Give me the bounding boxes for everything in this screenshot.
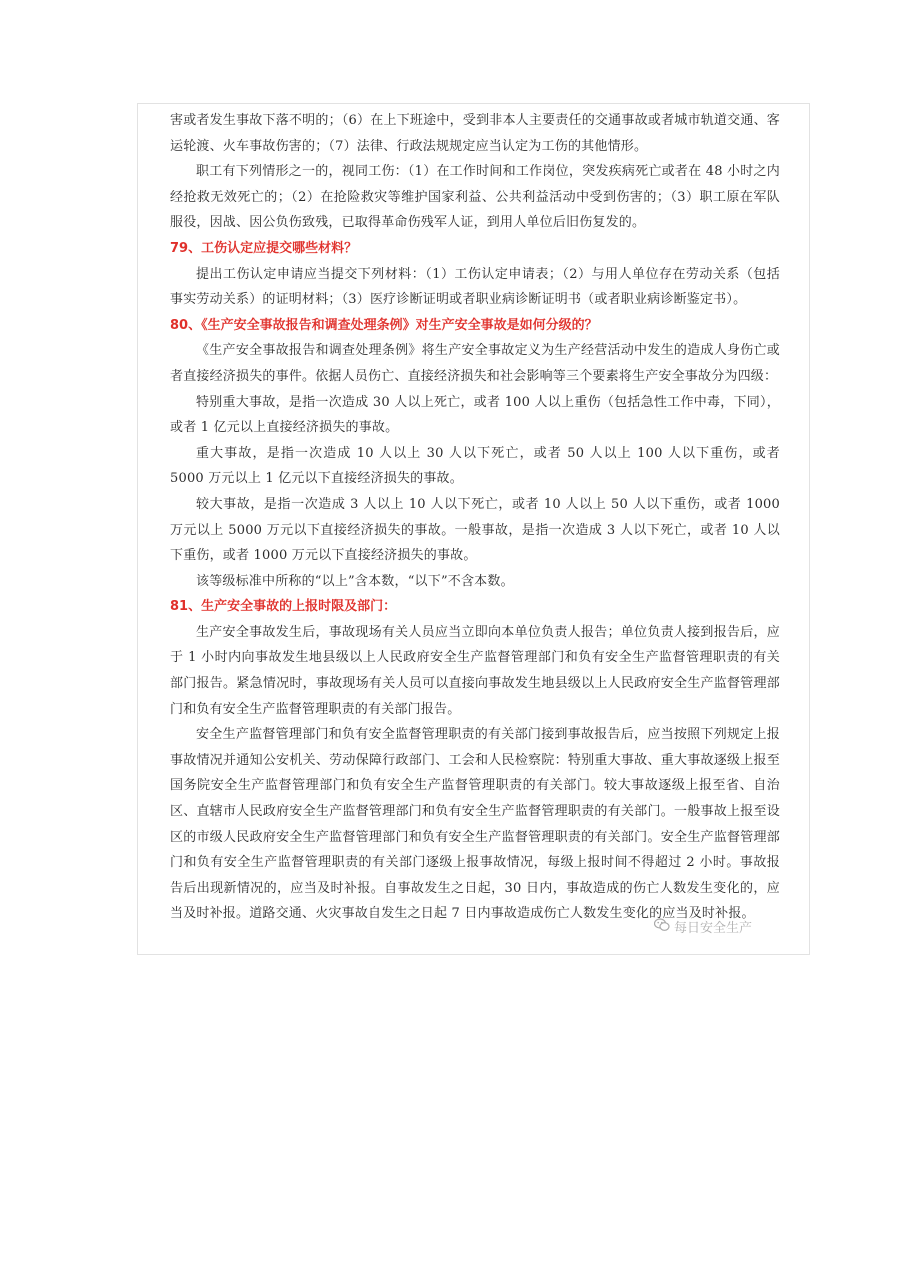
heading-q81: 81、生产安全事故的上报时限及部门：	[170, 599, 397, 615]
paragraph-q79-materials: 提出工伤认定申请应当提交下列材料：（1）工伤认定申请表；（2）与用人单位存在劳动关系（包括事实劳动关系）的证明材料；（3）医疗诊断证明或者职业病诊断证明书（或者职业病诊断鉴定书）。	[170, 266, 780, 308]
watermark-text: 每日安全生产	[674, 921, 753, 936]
paragraph-q80-definition: 《生产安全事故报告和调查处理条例》将生产安全事故定义为生产经营活动中发生的造成人身伤亡或者直接经济损失的事件。依据人员伤亡、直接经济损失和社会影响等三个要素将生产安全事故分为四级：	[170, 343, 780, 384]
paragraph-inclusive-note: 该等级标准中所称的“以上”含本数，“以下”不含本数。	[196, 573, 514, 589]
paragraph-major-accident: 重大事故，是指一次造成 10 人以上 30 人以下死亡，或者 50 人以上 100 人以下重伤，或者 5000 万元以上 1 亿元以下直接经济损失的事故。	[170, 445, 780, 487]
watermark	[654, 917, 752, 936]
document-content	[170, 108, 780, 927]
paragraph-work-injury-cases-end: 害或者发生事故下落不明的；（6）在上下班途中，受到非本人主要责任的交通事故或者城市轨道交通、客运轮渡、火车事故伤害的；（7）法律、行政法规规定应当认定为工伤的其他情形。	[170, 113, 780, 154]
wechat-icon	[654, 918, 670, 936]
paragraph-larger-and-general-accident: 较大事故，是指一次造成 3 人以上 10 人以下死亡，或者 10 人以上 50 人以下重伤，或者 1000 万元以上 5000 万元以下直接经济损失的事故。一般事故，是指一次造成 3 人以下死亡，或者 10 人以下重伤，或者 1000 万元以下直接经济损失的事故。	[170, 496, 780, 564]
heading-q79: 79、工伤认定应提交哪些材料？	[170, 240, 358, 256]
paragraph-q81-immediate-report: 生产安全事故发生后，事故现场有关人员应当立即向本单位负责人报告；单位负责人接到报告后，应于 1 小时内向事故发生地县级以上人民政府安全生产监督管理部门和负有安全生产监督管理职责的有关部门报告。紧急情况时，事故现场有关人员可以直接向事故发生地县级以上人民政府安全生产监督管理部门和负有安全生产监督管理职责的有关部门报告。	[170, 624, 780, 717]
paragraph-deemed-work-injury: 职工有下列情形之一的，视同工伤：（1）在工作时间和工作岗位，突发疾病死亡或者在 48 小时之内经抢救无效死亡的；（2）在抢险救灾等维护国家利益、公共利益活动中受到伤害的；（3）职工原在军队服役，因战、因公负伤致残，已取得革命伤残军人证，到用人单位后旧伤复发的。	[170, 164, 780, 231]
heading-q80: 80、《生产安全事故报告和调查处理条例》对生产安全事故是如何分级的？	[170, 317, 598, 333]
paragraph-q81-escalation: 安全生产监督管理部门和负有安全监督管理职责的有关部门接到事故报告后，应当按照下列规定上报事故情况并通知公安机关、劳动保障行政部门、工会和人民检察院：特别重大事故、重大事故逐级上报至国务院安全生产监督管理部门和负有安全生产监督管理职责的有关部门。较大事故逐级上报至省、自治区、直辖市人民政府安全生产监督管理部门和负有安全生产监督管理职责的有关部门。一般事故上报至设区的市级人民政府安全生产监督管理部门和负有安全生产监督管理职责的有关部门。安全生产监督管理部门和负有安全生产监督管理职责的有关部门逐级上报事故情况，每级上报时间不得超过 2 小时。事故报告后出现新情况的，应当及时补报。自事故发生之日起，30 日内，事故造成的伤亡人数发生变化的，应当及时补报。道路交通、火灾事故自发生之日起 7 日内事故造成伤亡人数发生变化的应当及时补报。	[170, 727, 780, 922]
paragraph-especially-major-accident: 特别重大事故，是指一次造成 30 人以上死亡，或者 100 人以上重伤（包括急性工作中毒，下同），或者 1 亿元以上直接经济损失的事故。	[170, 394, 780, 436]
